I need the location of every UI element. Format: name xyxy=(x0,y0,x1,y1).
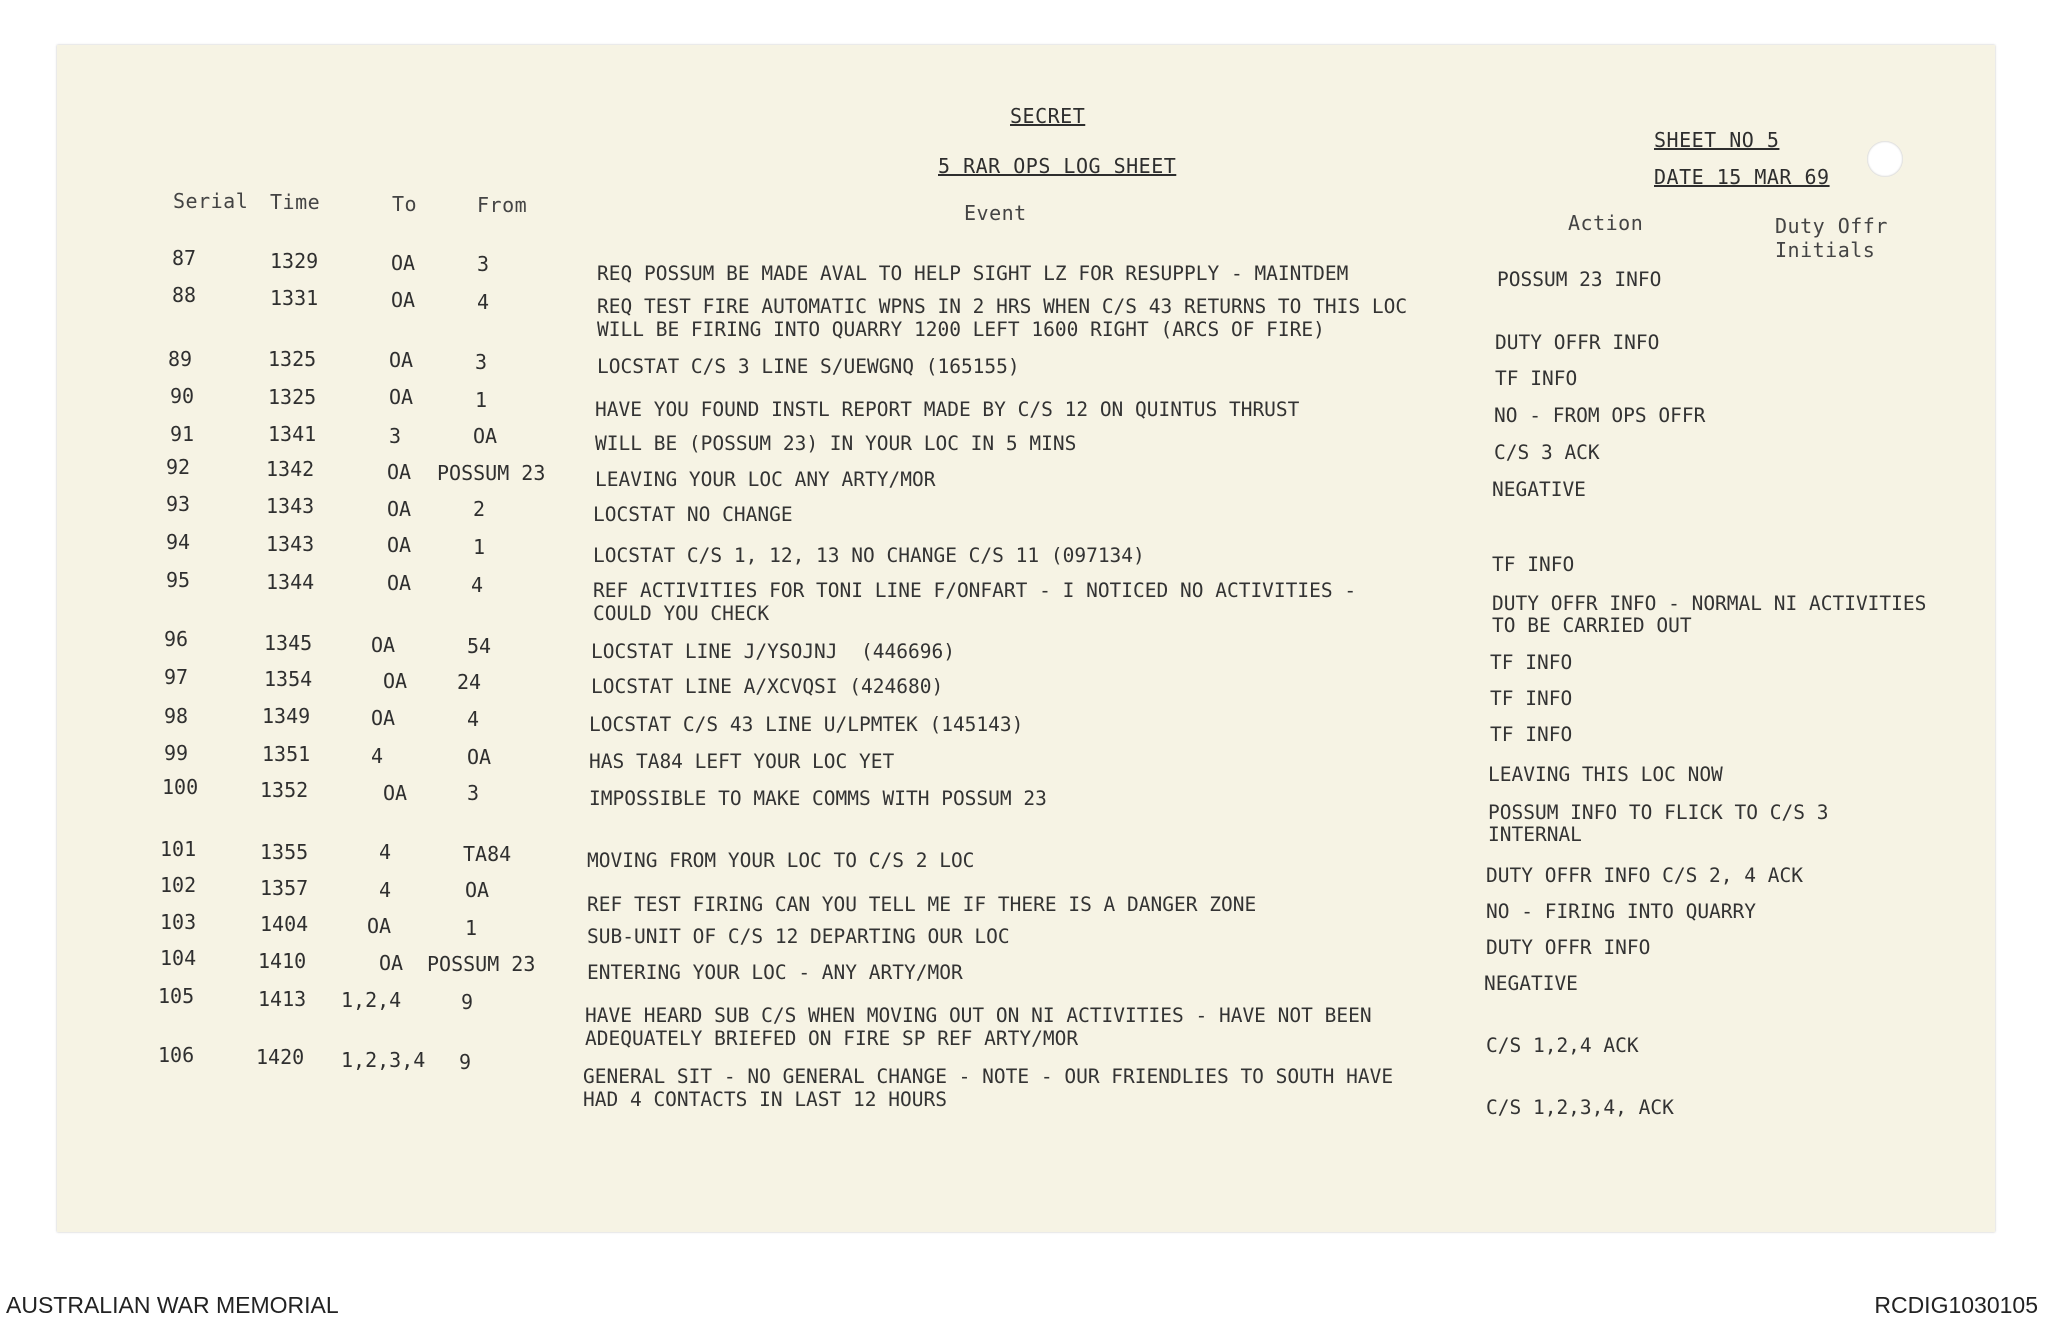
row-serial: 99 xyxy=(164,741,189,765)
row-time: 1354 xyxy=(264,667,313,691)
row-action: NEGATIVE xyxy=(1484,972,1578,995)
row-event: REQ TEST FIRE AUTOMATIC WPNS IN 2 HRS WHEN C/S 43 RETURNS TO THIS LOC WILL BE FIRING INTO QUARRY 1200 LEFT 1600 RIGHT (ARCS OF FIRE) xyxy=(597,295,1408,341)
row-event: LOCSTAT C/S 1, 12, 13 NO CHANGE C/S 11 (097134) xyxy=(593,544,1145,567)
row-event: LOCSTAT LINE A/XCVQSI (424680) xyxy=(591,675,944,698)
row-action: POSSUM 23 INFO xyxy=(1497,268,1662,291)
row-time: 1351 xyxy=(262,742,311,766)
row-serial: 105 xyxy=(158,984,195,1008)
column-header-from: From xyxy=(477,193,528,217)
row-to: OA xyxy=(387,497,412,521)
row-to: OA xyxy=(371,706,396,730)
column-header-event: Event xyxy=(964,201,1027,225)
row-from: 1 xyxy=(465,916,478,940)
row-to: OA xyxy=(389,385,414,409)
row-from: 4 xyxy=(477,290,490,314)
row-from: OA xyxy=(465,878,490,902)
row-serial: 92 xyxy=(166,455,191,479)
row-from: 9 xyxy=(461,990,474,1014)
row-action: DUTY OFFR INFO - NORMAL NI ACTIVITIES TO BE CARRIED OUT xyxy=(1492,592,1927,637)
row-serial: 87 xyxy=(172,246,197,270)
row-to: OA xyxy=(389,348,414,372)
row-from: POSSUM 23 xyxy=(427,952,536,976)
row-time: 1420 xyxy=(256,1045,305,1069)
row-serial: 95 xyxy=(166,568,191,592)
sheet-date: DATE 15 MAR 69 xyxy=(1654,165,1830,189)
row-serial: 104 xyxy=(160,946,197,970)
row-event: ENTERING YOUR LOC - ANY ARTY/MOR xyxy=(587,961,963,984)
row-to: OA xyxy=(391,288,416,312)
row-to: OA xyxy=(367,914,392,938)
row-from: 4 xyxy=(467,707,480,731)
row-from: TA84 xyxy=(463,842,512,866)
row-action: TF INFO xyxy=(1492,553,1575,576)
row-to: OA xyxy=(383,669,408,693)
row-serial: 94 xyxy=(166,530,191,554)
row-serial: 93 xyxy=(166,492,191,516)
row-from: 4 xyxy=(471,573,484,597)
row-from: POSSUM 23 xyxy=(437,461,546,485)
row-from: 9 xyxy=(459,1050,472,1074)
row-to: OA xyxy=(379,951,404,975)
row-to: OA xyxy=(387,571,412,595)
row-time: 1355 xyxy=(260,840,309,864)
row-event: REQ POSSUM BE MADE AVAL TO HELP SIGHT LZ FOR RESUPPLY - MAINTDEM xyxy=(597,262,1349,285)
row-time: 1325 xyxy=(268,385,317,409)
classification-marking: SECRET xyxy=(1010,104,1086,128)
row-time: 1349 xyxy=(262,704,311,728)
row-serial: 89 xyxy=(168,347,193,371)
row-time: 1331 xyxy=(270,286,319,310)
row-serial: 102 xyxy=(160,873,197,897)
row-action: DUTY OFFR INFO xyxy=(1486,936,1651,959)
row-action: TF INFO xyxy=(1490,687,1573,710)
row-from: 1 xyxy=(475,388,488,412)
row-action: C/S 1,2,4 ACK xyxy=(1486,1034,1639,1057)
row-to: OA xyxy=(371,633,396,657)
row-event: GENERAL SIT - NO GENERAL CHANGE - NOTE - OUR FRIENDLIES TO SOUTH HAVE HAD 4 CONTACTS IN LAST 12 HOURS xyxy=(583,1065,1394,1111)
column-header-to: To xyxy=(392,192,418,216)
row-from: OA xyxy=(467,745,492,769)
row-serial: 103 xyxy=(160,910,197,934)
row-from: 24 xyxy=(457,670,482,694)
row-time: 1329 xyxy=(270,249,319,273)
row-to: 3 xyxy=(389,424,402,448)
row-event: LOCSTAT C/S 43 LINE U/LPMTEK (145143) xyxy=(589,713,1024,736)
row-to: 1,2,4 xyxy=(341,988,402,1012)
row-action: TF INFO xyxy=(1490,723,1573,746)
row-from: 1 xyxy=(473,535,486,559)
row-from: 2 xyxy=(473,497,486,521)
column-header-time: Time xyxy=(270,190,321,214)
row-event: HAVE YOU FOUND INSTL REPORT MADE BY C/S 12 ON QUINTUS THRUST xyxy=(595,398,1300,421)
row-action: NO - FIRING INTO QUARRY xyxy=(1486,900,1757,923)
row-serial: 100 xyxy=(162,775,199,799)
row-to: 4 xyxy=(379,878,392,902)
row-to: OA xyxy=(387,533,412,557)
sheet-number: SHEET NO 5 xyxy=(1654,128,1780,152)
row-from: 3 xyxy=(475,350,488,374)
row-event: HAS TA84 LEFT YOUR LOC YET xyxy=(589,750,895,773)
row-time: 1342 xyxy=(266,457,315,481)
row-event: MOVING FROM YOUR LOC TO C/S 2 LOC xyxy=(587,849,975,872)
row-event: IMPOSSIBLE TO MAKE COMMS WITH POSSUM 23 xyxy=(589,787,1047,810)
column-header-duty-offr: Duty Offr xyxy=(1775,214,1888,238)
row-time: 1325 xyxy=(268,347,317,371)
row-serial: 90 xyxy=(170,384,195,408)
row-event: HAVE HEARD SUB C/S WHEN MOVING OUT ON NI ACTIVITIES - HAVE NOT BEEN ADEQUATELY BRIEFED ON FIRE SP REF ARTY/MOR xyxy=(585,1004,1372,1050)
row-action: DUTY OFFR INFO xyxy=(1495,331,1660,354)
document-title: 5 RAR OPS LOG SHEET xyxy=(938,154,1177,178)
row-event: REF ACTIVITIES FOR TONI LINE F/ONFART - I NOTICED NO ACTIVITIES - COULD YOU CHECK xyxy=(593,579,1357,625)
column-header-action: Action xyxy=(1568,211,1644,235)
row-to: OA xyxy=(387,460,412,484)
row-serial: 98 xyxy=(164,704,189,728)
row-serial: 88 xyxy=(172,283,197,307)
row-action: NO - FROM OPS OFFR xyxy=(1494,404,1706,427)
row-time: 1413 xyxy=(258,987,307,1011)
row-event: LOCSTAT C/S 3 LINE S/UEWGNQ (165155) xyxy=(597,355,1020,378)
footer-record-id: RCDIG1030105 xyxy=(1874,1292,2038,1318)
row-serial: 96 xyxy=(164,627,189,651)
row-action: C/S 1,2,3,4, ACK xyxy=(1486,1096,1674,1119)
row-time: 1352 xyxy=(260,778,309,802)
row-to: 1,2,3,4 xyxy=(341,1048,426,1072)
row-serial: 106 xyxy=(158,1043,195,1067)
row-event: LOCSTAT NO CHANGE xyxy=(593,503,793,526)
row-event: LOCSTAT LINE J/YSOJNJ (446696) xyxy=(591,640,955,663)
row-from: 3 xyxy=(467,781,480,805)
row-time: 1410 xyxy=(258,949,307,973)
row-time: 1343 xyxy=(266,494,315,518)
punch-hole xyxy=(1867,141,1903,177)
row-event: LEAVING YOUR LOC ANY ARTY/MOR xyxy=(595,468,936,491)
row-to: 4 xyxy=(371,744,384,768)
row-event: SUB-UNIT OF C/S 12 DEPARTING OUR LOC xyxy=(587,925,1010,948)
row-serial: 97 xyxy=(164,665,189,689)
row-action: TF INFO xyxy=(1495,367,1578,390)
footer-archive-name: AUSTRALIAN WAR MEMORIAL xyxy=(6,1292,339,1318)
row-to: 4 xyxy=(379,840,392,864)
row-action: LEAVING THIS LOC NOW xyxy=(1488,763,1723,786)
row-action: TF INFO xyxy=(1490,651,1573,674)
row-time: 1345 xyxy=(264,631,313,655)
row-action: C/S 3 ACK xyxy=(1494,441,1600,464)
column-header-initials: Initials xyxy=(1775,238,1876,262)
row-action: NEGATIVE xyxy=(1492,478,1586,501)
column-header-serial: Serial xyxy=(173,189,249,213)
row-from: 3 xyxy=(477,252,490,276)
row-event: WILL BE (POSSUM 23) IN YOUR LOC IN 5 MINS xyxy=(595,432,1077,455)
row-time: 1343 xyxy=(266,532,315,556)
row-time: 1357 xyxy=(260,876,309,900)
row-time: 1341 xyxy=(268,422,317,446)
row-to: OA xyxy=(391,251,416,275)
row-serial: 101 xyxy=(160,837,197,861)
row-time: 1404 xyxy=(260,912,309,936)
row-event: REF TEST FIRING CAN YOU TELL ME IF THERE IS A DANGER ZONE xyxy=(587,893,1257,916)
row-from: 54 xyxy=(467,634,492,658)
row-serial: 91 xyxy=(170,422,195,446)
row-to: OA xyxy=(383,781,408,805)
row-from: OA xyxy=(473,424,498,448)
row-action: POSSUM INFO TO FLICK TO C/S 3 INTERNAL xyxy=(1488,801,1829,846)
row-action: DUTY OFFR INFO C/S 2, 4 ACK xyxy=(1486,864,1803,887)
row-time: 1344 xyxy=(266,570,315,594)
